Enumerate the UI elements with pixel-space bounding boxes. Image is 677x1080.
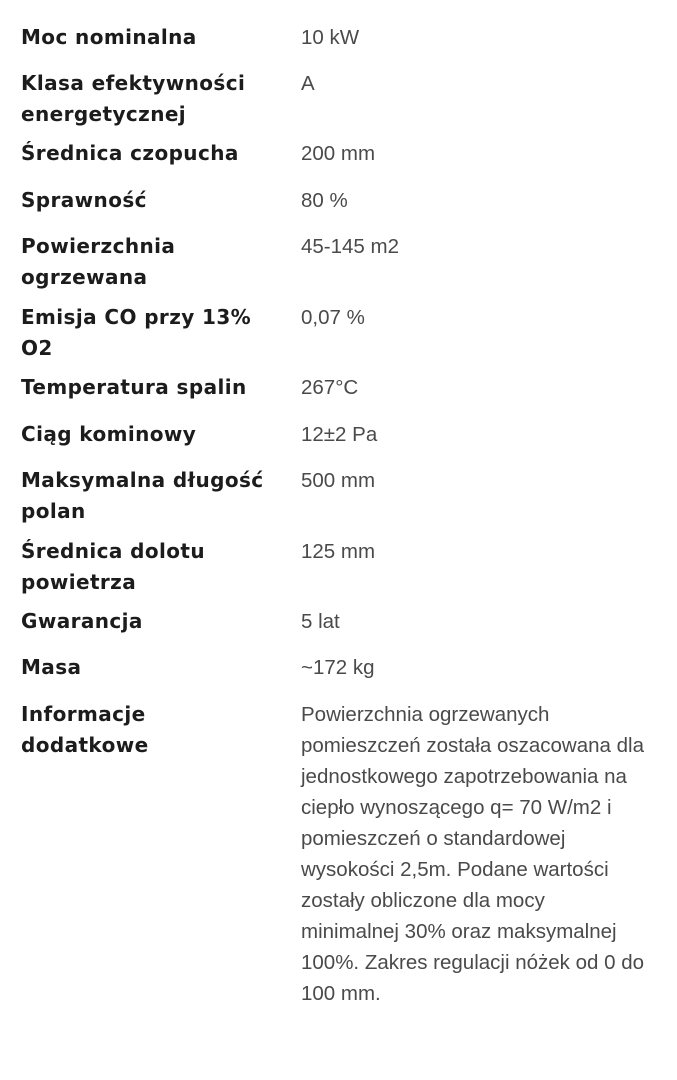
spec-value: ~172 kg xyxy=(301,656,375,679)
spec-value: 125 mm xyxy=(301,540,376,563)
spec-label: Ciąg kominowy xyxy=(21,422,197,446)
spec-label: Masa xyxy=(21,655,82,679)
spec-value: 267°C xyxy=(301,376,359,399)
spec-value: A xyxy=(301,72,315,95)
spec-label: Średnica czopucha xyxy=(21,141,239,165)
spec-value: 10 kW xyxy=(301,26,360,49)
spec-label: Moc nominalna xyxy=(21,25,197,49)
spec-value: Powierzchnia ogrzewanych pomieszczeń została oszacowana dla jednostkowego zapotrzebowania na ciepło wynoszącego q= 70 W/m2 i pomieszczeń o standardowej wysokości 2,5m. Podane wartości zostały obliczone dla mocy minimalnej 30% oraz maksymalnej 100%. Zakres regulacji nóżek od 0 do 100 mm. xyxy=(301,703,645,1005)
spec-label: Klasa efektywności energetycznej xyxy=(21,71,246,126)
spec-label: Sprawność xyxy=(21,188,147,212)
spec-label: Gwarancja xyxy=(21,609,143,633)
spec-value: 0,07 % xyxy=(301,306,365,329)
spec-value: 200 mm xyxy=(301,142,376,165)
spec-value: 5 lat xyxy=(301,610,340,633)
spec-label: Emisja CO przy 13% O2 xyxy=(21,305,252,360)
spec-label: Powierzchnia ogrzewana xyxy=(21,234,176,289)
spec-label: Informacje dodatkowe xyxy=(21,702,149,757)
spec-label: Średnica dolotu powietrza xyxy=(21,539,206,594)
spec-label: Temperatura spalin xyxy=(21,375,247,399)
spec-value: 45-145 m2 xyxy=(301,235,400,258)
spec-label: Maksymalna długość polan xyxy=(21,468,264,523)
spec-value: 80 % xyxy=(301,189,348,212)
spec-value: 12±2 Pa xyxy=(301,423,378,446)
spec-value: 500 mm xyxy=(301,469,376,492)
